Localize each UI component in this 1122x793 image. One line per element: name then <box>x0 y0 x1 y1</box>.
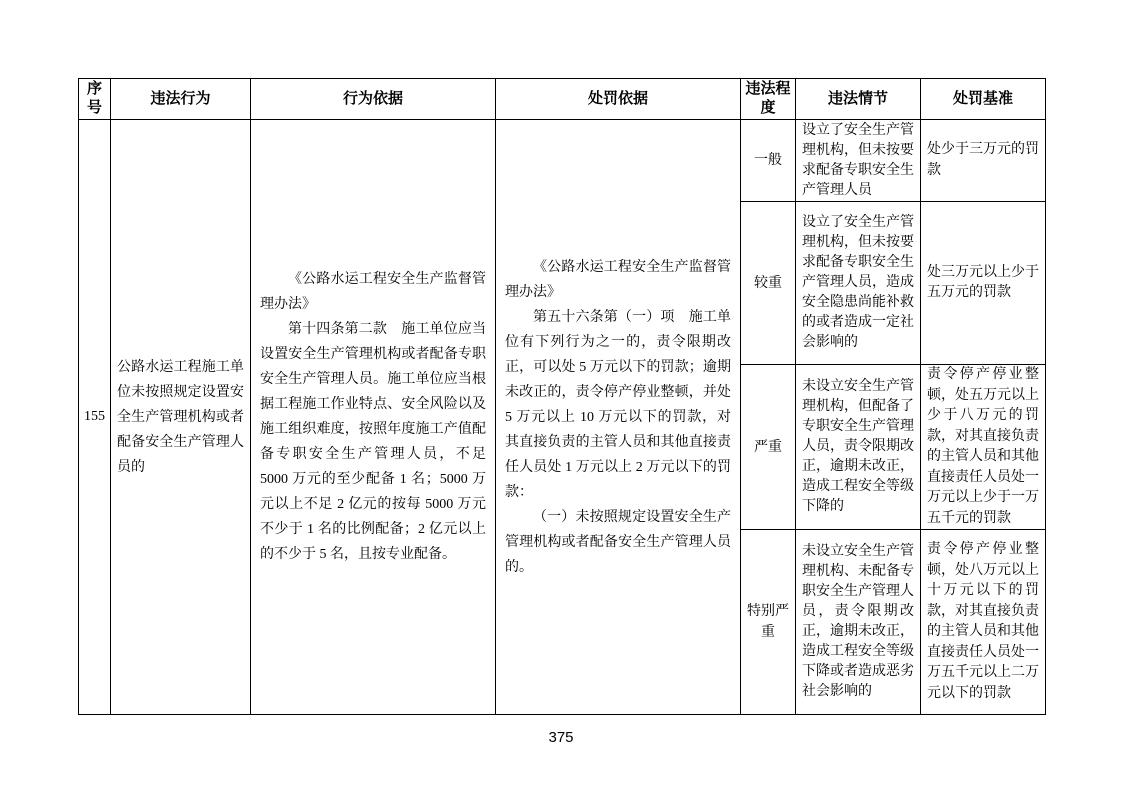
cell-benchmark-especially-serious: 责令停产停业整顿，处八万元以上十万元以下的罚款，对其直接负责的主管人员和其他直接责任人员处一万五千元以上二万元以下的罚款 <box>921 530 1046 715</box>
page-number: 375 <box>548 729 574 746</box>
cell-degree-especially-serious: 特别严重 <box>741 530 796 715</box>
table-row-general <box>79 120 1046 202</box>
penalty-basis-clause: 第五十六条第（一）项 施工单位有下列行为之一的，责令限期改正，可以处 5 万元以下的罚款；逾期未改正的，责令停产停业整顿，并处 5 万元以上 10 万元以下的罚款，对其直接负责的主管人员和其他直接责任人员处 1 万元以上 2 万元以下的罚款： <box>505 309 731 500</box>
penalty-discretion-table <box>78 78 1046 715</box>
cell-behavior-basis <box>251 120 496 715</box>
cell-sequence-number: 155 <box>79 120 111 715</box>
penalty-basis-item: （一）未按照规定设置安全生产管理机构或者配备安全生产管理人员的。 <box>505 509 731 575</box>
cell-circumstance-relatively-serious: 设立了安全生产管理机构，但未按要求配备专职安全生产管理人员，造成安全隐患尚能补救的或者造成一定社会影响的 <box>796 202 921 365</box>
header-cell-circumstance: 违法情节 <box>796 79 921 120</box>
header-cell-penalty-basis: 处罚依据 <box>496 79 741 120</box>
table-header-row <box>79 79 1046 120</box>
cell-degree-general: 一般 <box>741 120 796 202</box>
cell-benchmark-serious: 责令停产停业整顿，处五万元以上少于八万元的罚款，对其直接负责的主管人员和其他直接责任人员处一万元以上少于一万五千元的罚款 <box>921 365 1046 530</box>
behavior-basis-clause: 第十四条第二款 施工单位应当设置安全生产管理机构或者配备专职安全生产管理人员。施工单位应当根据工程施工作业特点、安全风险以及施工组织难度，按照年度施工产值配备专职安全生产管理人员，不足 5000 万元的至少配备 1 名；5000 万元以上不足 2 亿元的按每 5000 万元不少于 1 名的比例配备；2 亿元以上的不少于 5 名，且按专业配备。 <box>260 322 486 562</box>
behavior-basis-title: 《公路水运工程安全生产监督管理办法》 <box>260 272 486 312</box>
header-cell-benchmark: 处罚基准 <box>921 79 1046 120</box>
cell-circumstance-serious: 未设立安全生产管理机构，但配备了专职安全生产管理人员，责令限期改正，逾期未改正，造成工程安全等级下降的 <box>796 365 921 530</box>
header-cell-behavior: 违法行为 <box>111 79 251 120</box>
penalty-basis-title: 《公路水运工程安全生产监督管理办法》 <box>505 259 731 300</box>
cell-circumstance-general: 设立了安全生产管理机构，但未按要求配备专职安全生产管理人员 <box>796 120 921 202</box>
cell-illegal-behavior: 公路水运工程施工单位未按照规定设置安全生产管理机构或者配备安全生产管理人员的 <box>111 120 251 715</box>
cell-degree-serious: 严重 <box>741 365 796 530</box>
header-cell-seq: 序号 <box>79 79 111 120</box>
cell-benchmark-relatively-serious: 处三万元以上少于五万元的罚款 <box>921 202 1046 365</box>
cell-penalty-basis <box>496 120 741 715</box>
header-cell-behavior-basis: 行为依据 <box>251 79 496 120</box>
cell-circumstance-especially-serious: 未设立安全生产管理机构、未配备专职安全生产管理人员，责令限期改正，逾期未改正，造成工程安全等级下降或者造成恶劣社会影响的 <box>796 530 921 715</box>
cell-benchmark-general: 处少于三万元的罚款 <box>921 120 1046 202</box>
cell-degree-relatively-serious: 较重 <box>741 202 796 365</box>
header-cell-degree: 违法程度 <box>741 79 796 120</box>
